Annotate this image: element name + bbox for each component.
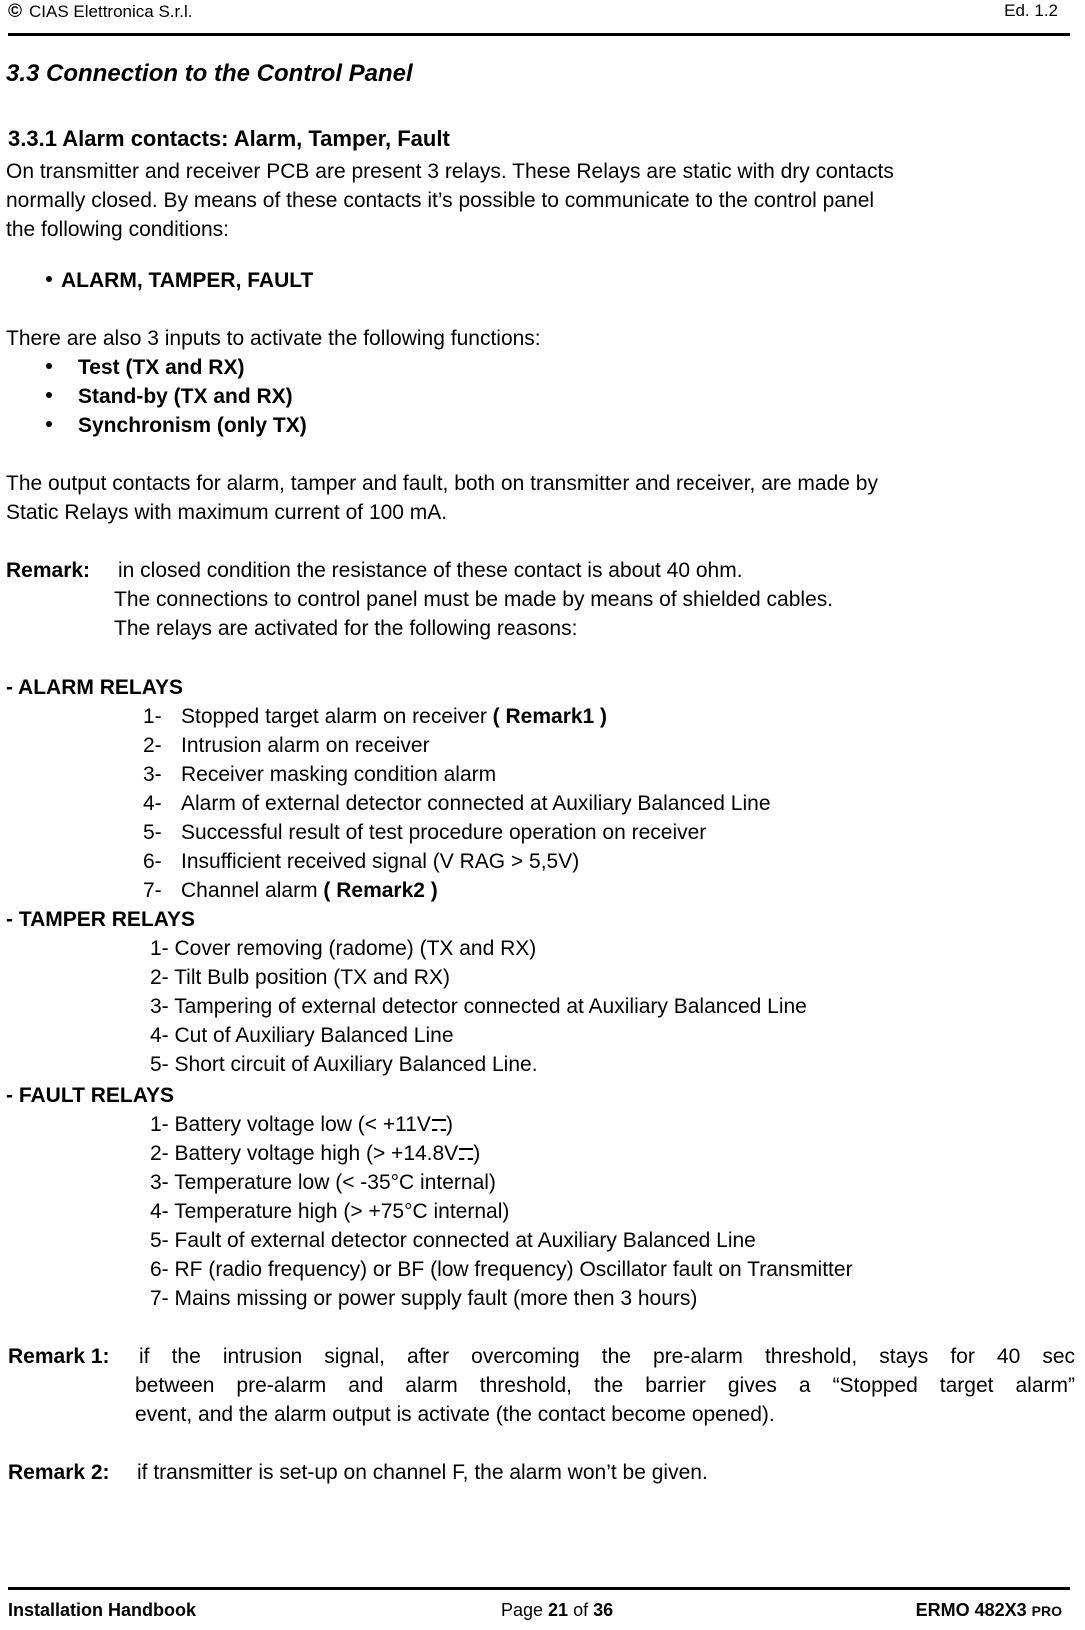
subsection-title: 3.3.1 Alarm contacts: Alarm, Tamper, Fault (8, 126, 450, 151)
input-item: Stand-by (TX and RX) (46, 385, 293, 409)
list-item: 6- RF (radio frequency) or BF (low frequency) Oscillator fault on Transmitter (150, 1258, 853, 1281)
list-item-text: Stopped target alarm on receiver (181, 705, 493, 728)
list-item-number: 1- (143, 705, 162, 728)
list-item: 5- Short circuit of Auxiliary Balanced Line. (150, 1053, 538, 1076)
footer-handbook: Installation Handbook (8, 1600, 197, 1620)
list-item: 2- Tilt Bulb position (TX and RX) (150, 966, 450, 989)
list-item-text: Intrusion alarm on receiver (181, 734, 430, 757)
intro-line-2: normally closed. By means of these contacts it’s possible to communicate to the control panel (6, 189, 875, 212)
alarm-relays-heading: - ALARM RELAYS (6, 676, 183, 699)
tamper-relays-heading: - TAMPER RELAYS (6, 908, 196, 931)
list-item-text: Channel alarm (181, 879, 324, 902)
list-item-number: 7- (143, 879, 162, 902)
list-item: 1- Cover removing (radome) (TX and RX) (150, 937, 537, 960)
dc-voltage-icon (432, 1119, 446, 1131)
header-company (8, 1, 192, 23)
list-item: 3- Temperature low (< -35°C internal) (150, 1171, 496, 1194)
list-item (143, 850, 579, 874)
list-item: 4- Cut of Auxiliary Balanced Line (150, 1024, 454, 1047)
remark1-line-1: if the intrusion signal, after overcoming the pre-alarm threshold, stays for 40 sec (139, 1345, 1075, 1368)
list-item: 4- Temperature high (> +75°C internal) (150, 1200, 510, 1223)
list-item: 7- Mains missing or power supply fault (more then 3 hours) (150, 1287, 698, 1310)
list-item: 3- Tampering of external detector connected at Auxiliary Balanced Line (150, 995, 807, 1018)
list-item-number: 2- (143, 734, 162, 757)
page-header (8, 0, 1070, 36)
list-item-number: 6- (143, 850, 162, 873)
page-footer (8, 1587, 1070, 1630)
dc-voltage-icon (459, 1148, 473, 1160)
output-line-1: The output contacts for alarm, tamper and fault, both on transmitter and receiver, are made by (6, 472, 878, 495)
company-name: CIAS Elettronica S.r.l. (29, 2, 193, 21)
list-item-text: Successful result of test procedure operation on receiver (181, 821, 707, 844)
remark2-text: if transmitter is set-up on channel F, the alarm won’t be given. (137, 1461, 708, 1484)
list-item-number: 3- (143, 763, 162, 786)
list-item (143, 763, 496, 787)
bullet-icon (46, 421, 52, 427)
copyright-icon: © (8, 1, 22, 22)
output-line-2: Static Relays with maximum current of 100 mA. (6, 501, 448, 524)
input-item: Synchronism (only TX) (46, 414, 307, 438)
edition-label: Ed. 1.2 (1004, 1, 1058, 20)
bullet-icon (46, 392, 52, 398)
section-title: 3.3 Connection to the Control Panel (6, 60, 413, 87)
remark2-label: Remark 2: (8, 1461, 110, 1484)
fault-relays-heading: - FAULT RELAYS (6, 1084, 175, 1107)
input-item: Test (TX and RX) (46, 356, 244, 380)
list-item: 1- Battery voltage low (< +11V ) (150, 1113, 453, 1136)
inputs-intro: There are also 3 inputs to activate the following functions: (6, 327, 541, 350)
list-item-text: Alarm of external detector connected at Auxiliary Balanced Line (181, 792, 771, 815)
bullet-icon (46, 363, 52, 369)
list-item-text: Insufficient received signal (V RAG > 5,5V) (181, 850, 580, 873)
bullet-icon (46, 276, 52, 282)
remark-label: Remark: (6, 559, 91, 582)
conditions-bullet: ALARM, TAMPER, FAULT (46, 269, 313, 293)
list-item: 5- Fault of external detector connected at Auxiliary Balanced Line (150, 1229, 756, 1252)
remark1-label: Remark 1: (8, 1345, 110, 1368)
remark-line-2: The connections to control panel must be made by means of shielded cables. (114, 588, 834, 611)
list-item (143, 792, 771, 816)
remark-reference: ( Remark2 ) (323, 879, 438, 902)
list-item-number: 4- (143, 792, 162, 815)
list-item (143, 705, 607, 729)
remark-line-3: The relays are activated for the following reasons: (114, 617, 578, 640)
intro-line-1: On transmitter and receiver PCB are present 3 relays. These Relays are static with dry contacts (6, 160, 894, 183)
list-item-number: 5- (143, 821, 162, 844)
list-item (143, 879, 438, 903)
footer-product: ERMO 482X3 PRO (915, 1600, 1062, 1620)
list-item (143, 821, 706, 845)
list-item-text: Receiver masking condition alarm (181, 763, 497, 786)
remark1-line-3: event, and the alarm output is activate (the contact become opened). (135, 1403, 775, 1426)
remark-line-1: in closed condition the resistance of these contact is about 40 ohm. (118, 559, 743, 582)
remark-reference: ( Remark1 ) (492, 705, 608, 728)
list-item: 2- Battery voltage high (> +14.8V ) (150, 1142, 481, 1165)
list-item (143, 734, 430, 758)
footer-page-number: Page 21 of 36 (501, 1600, 614, 1620)
remark1-line-2: between pre-alarm and alarm threshold, the barrier gives a “Stopped target alarm” (135, 1374, 1075, 1397)
intro-line-3: the following conditions: (6, 218, 229, 241)
